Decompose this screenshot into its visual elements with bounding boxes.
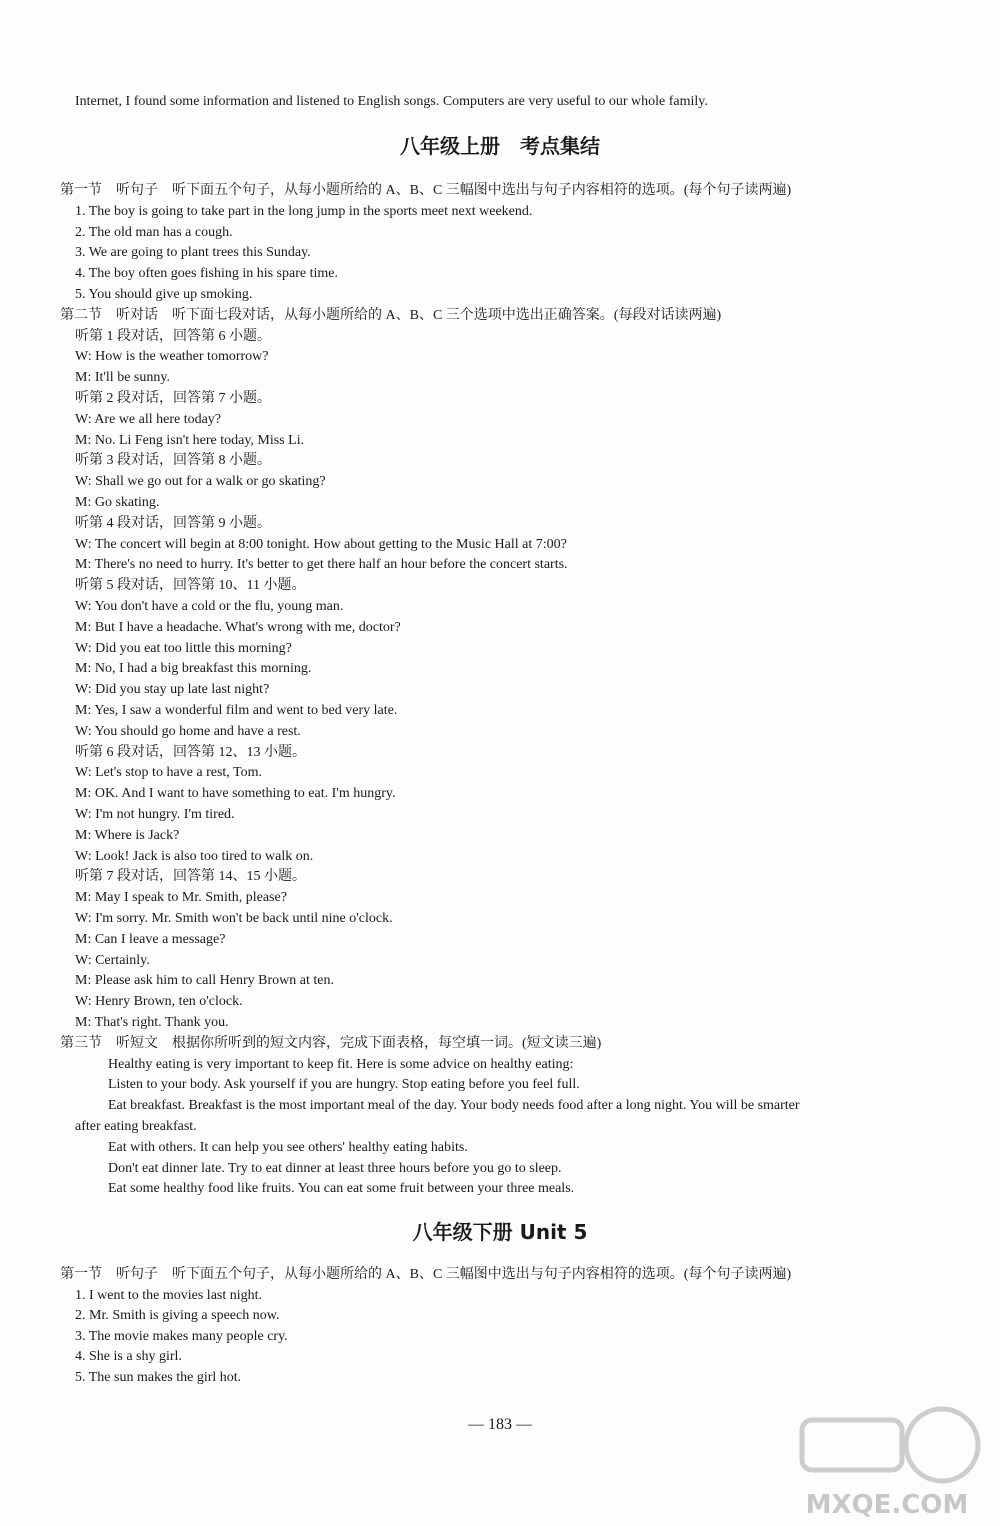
text-line: W: How is the weather tomorrow? [75, 349, 269, 365]
text-line: W: You should go home and have a rest. [75, 723, 301, 739]
text-line: 第三节 听短文 根据你所听到的短文内容，完成下面表格，每空填一词。(短文读三遍) [60, 1035, 602, 1051]
text-line: W: I'm not hungry. I'm tired. [75, 807, 235, 822]
text-line: M: It'll be sunny. [75, 370, 170, 386]
text-line: M: Where is Jack? [75, 827, 180, 843]
text-line: Eat breakfast. Breakfast is the most important meal of the day. Your body needs food after a long night. You will be smarter [108, 1098, 800, 1114]
text-line: M: No, I had a big breakfast this morning. [75, 661, 312, 677]
text-line: Eat some healthy food like fruits. You can eat some fruit between your three meals. [108, 1181, 575, 1197]
text-line: 第一节 听句子 听下面五个句子，从每小题所给的 A、B、C 三幅图中选出与句子内容相符的选项。(每个句子读两遍) [60, 183, 792, 198]
text-line: W: Let's stop to have a rest, Tom. [75, 765, 263, 781]
text-line: M: That's right. Thank you. [75, 1015, 229, 1030]
text-line: 3. The movie makes many people cry. [75, 1328, 288, 1344]
text-line: W: I'm sorry. Mr. Smith won't be back until nine o'clock. [75, 911, 393, 926]
text-line: W: Shall we go out for a walk or go skating? [75, 474, 326, 490]
text-line: M: Go skating. [75, 495, 160, 510]
text-line: M: But I have a headache. What's wrong with me, doctor? [75, 619, 401, 635]
text-line: 3. We are going to plant trees this Sunday. [75, 245, 311, 261]
text-line: 1. The boy is going to take part in the long jump in the sports meet next weekend. [75, 203, 533, 219]
text-line: 第一节 听句子 听下面五个句子，从每小题所给的 A、B、C 三幅图中选出与句子内容相符的选项。(每个句子读两遍) [60, 1267, 792, 1282]
watermark-logo [792, 1400, 982, 1520]
text-line: 第二节 听对话 听下面七段对话，从每小题所给的 A、B、C 三个选项中选出正确答案。(每段对话读两遍) [60, 307, 722, 323]
watermark-seal-icon [792, 1400, 982, 1490]
text-line: M: May I speak to Mr. Smith, please? [75, 890, 287, 906]
text-line: W: Certainly. [75, 952, 150, 968]
text-line: 听第 2 段对话，回答第 7 小题。 [75, 391, 271, 406]
text-line: M: OK. And I want to have something to eat. I'm hungry. [75, 786, 396, 802]
text-line: 听第 6 段对话，回答第 12、13 小题。 [75, 744, 306, 760]
text-line: W: Did you eat too little this morning? [75, 640, 292, 656]
watermark-url: MXQE.COM [805, 1490, 969, 1520]
text-line: 5. You should give up smoking. [75, 287, 253, 302]
page-number: — 183 — [468, 1416, 532, 1433]
continuation-text: Internet, I found some information and listened to English songs. Computers are very useful to our whole family. [75, 94, 708, 109]
text-line: Healthy eating is very important to keep fit. Here is some advice on healthy eating: [108, 1056, 574, 1072]
section-heading: 八年级下册 Unit 5 [412, 1220, 588, 1244]
text-line: M: Please ask him to call Henry Brown at ten. [75, 973, 334, 989]
text-line: W: The concert will begin at 8:00 tonight. How about getting to the Music Hall at 7:00? [75, 536, 567, 552]
text-line: W: Are we all here today? [75, 411, 222, 427]
text-line: 听第 7 段对话，回答第 14、15 小题。 [75, 869, 306, 885]
text-line: W: Did you stay up late last night? [75, 682, 270, 698]
text-line: 2. Mr. Smith is giving a speech now. [75, 1308, 280, 1324]
text-line: 2. The old man has a cough. [75, 224, 233, 240]
text-line: 4. She is a shy girl. [75, 1349, 182, 1365]
text-line: W: You don't have a cold or the flu, young man. [75, 599, 344, 614]
text-line: 听第 5 段对话，回答第 10、11 小题。 [75, 578, 306, 594]
text-line: 听第 4 段对话，回答第 9 小题。 [75, 515, 271, 531]
text-line: W: Henry Brown, ten o'clock. [75, 994, 243, 1010]
text-line: Don't eat dinner late. Try to eat dinner at least three hours before you go to sleep. [108, 1160, 562, 1176]
text-line: 听第 1 段对话，回答第 6 小题。 [75, 328, 271, 344]
text-line: W: Look! Jack is also too tired to walk on. [75, 848, 314, 864]
text-line: Eat with others. It can help you see others' healthy eating habits. [108, 1139, 468, 1155]
text-line: M: Can I leave a message? [75, 931, 226, 947]
text-line: M: No. Li Feng isn't here today, Miss Li. [75, 432, 305, 448]
text-line: 5. The sun makes the girl hot. [75, 1370, 242, 1385]
text-line: 4. The boy often goes fishing in his spare time. [75, 266, 338, 282]
text-line: 1. I went to the movies last night. [75, 1287, 263, 1303]
text-line: Listen to your body. Ask yourself if you are hungry. Stop eating before you feel full. [108, 1077, 580, 1093]
text-line: M: Yes, I saw a wonderful film and went to bed very late. [75, 703, 398, 718]
text-line: 听第 3 段对话，回答第 8 小题。 [75, 453, 271, 469]
section-heading: 八年级上册 考点集结 [400, 134, 600, 158]
text-line: M: There's no need to hurry. It's better to get there half an hour before the concert starts. [75, 557, 568, 573]
text-line: after eating breakfast. [75, 1119, 197, 1134]
